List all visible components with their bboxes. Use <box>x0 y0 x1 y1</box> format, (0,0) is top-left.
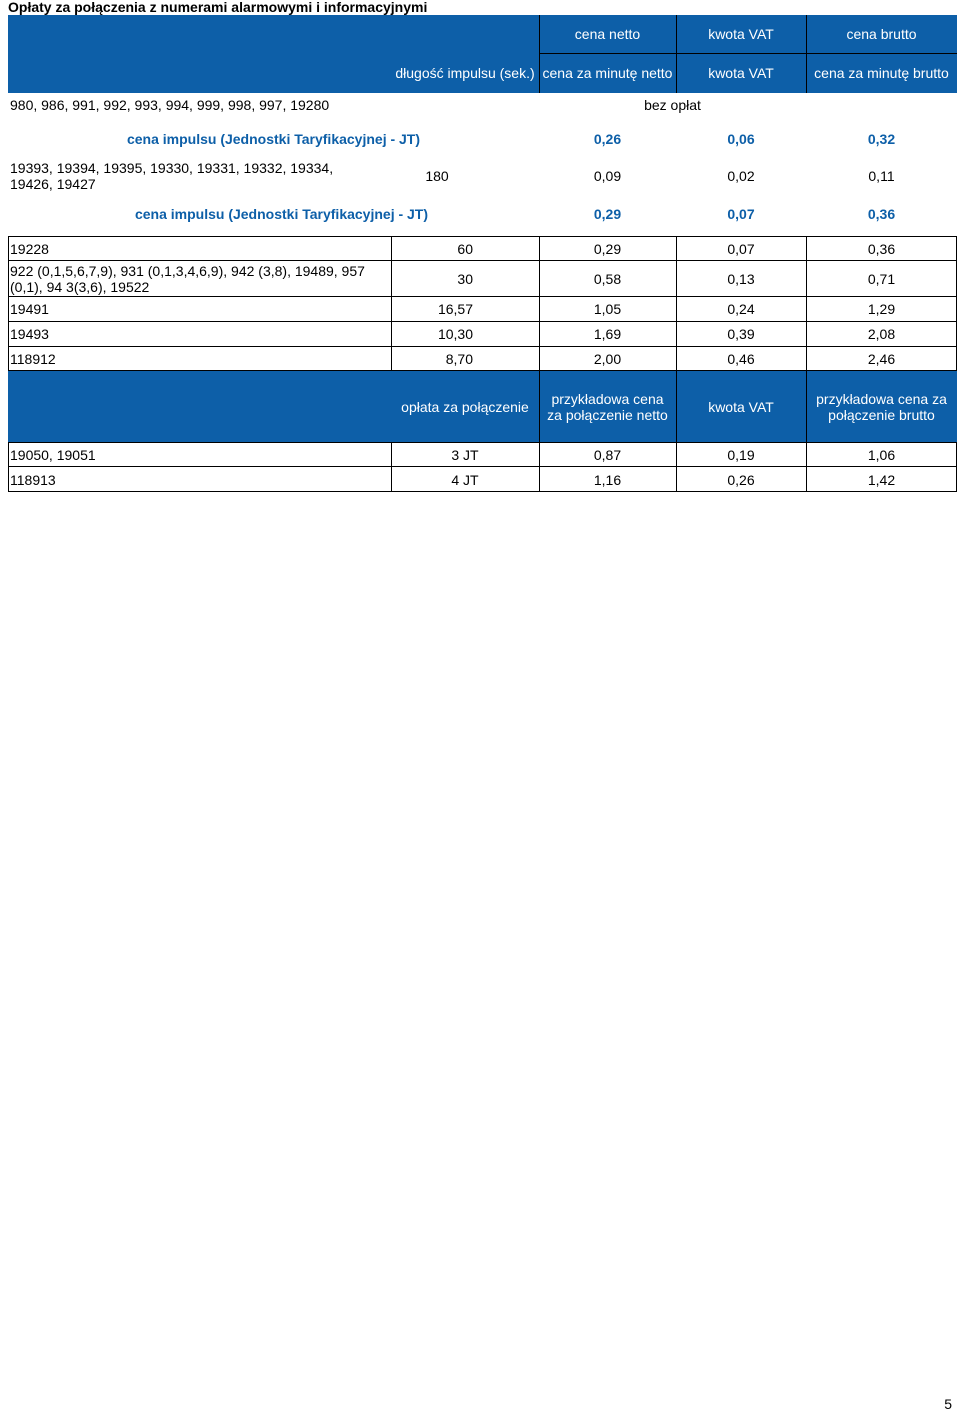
page-title: Opłaty za połączenia z numerami alarmowymi i informacyjnymi <box>8 0 428 15</box>
header-divider <box>539 15 540 93</box>
free-text-cell: bez opłat <box>644 97 701 113</box>
header-blank-area <box>8 15 391 53</box>
page-number: 5 <box>944 1396 952 1412</box>
table-row-netto: 2,00 <box>593 351 622 367</box>
header2-example-netto: przykładowa cena za połączenie netto <box>539 371 676 442</box>
header-col-vat: kwota VAT <box>676 15 806 53</box>
jt-label-1: cena impulsu (Jednostki Taryfikacyjnej - JT) <box>126 131 421 147</box>
table-row-brutto: 2,08 <box>867 326 896 342</box>
subheader-blank-area <box>8 53 391 93</box>
table-row-impulse: 30 <box>457 270 473 287</box>
table-row-vat: 0,07 <box>727 240 755 257</box>
header2-divider <box>539 371 540 442</box>
table-row-impulse: 10,30 <box>437 326 473 342</box>
jt-vat-2: 0,07 <box>727 206 755 222</box>
header-col-brutto: cena brutto <box>806 15 957 53</box>
table-row-brutto: 2,46 <box>867 351 896 367</box>
header-blank-area-2 <box>391 15 539 53</box>
table-row-vat: 0,13 <box>727 270 755 287</box>
jt-netto-1: 0,26 <box>593 131 622 147</box>
header2-vat: kwota VAT <box>676 371 806 442</box>
table2-row-netto: 1,16 <box>593 471 622 488</box>
table-row-netto: 0,58 <box>593 270 622 287</box>
table2-row-vat: 0,26 <box>727 471 755 488</box>
table-row-numbers: 118912 <box>10 351 56 367</box>
row-numbers-19393: 19393, 19394, 19395, 19330, 19331, 19332, 19334, 19426, 19427 <box>10 160 334 192</box>
row-impulse-19393: 180 <box>425 168 449 184</box>
table-row-numbers: 19228 <box>10 240 49 257</box>
header-divider <box>539 53 957 54</box>
row-netto-19393: 0,09 <box>593 168 622 184</box>
table-row-netto: 0,29 <box>593 240 622 257</box>
table-row-brutto: 0,36 <box>867 240 896 257</box>
table2-row-netto: 0,87 <box>593 446 622 463</box>
jt-brutto-1: 0,32 <box>867 131 896 147</box>
table2-row-fee: 4 JT <box>451 471 479 488</box>
table2-row-vat: 0,19 <box>727 446 755 463</box>
table2-row-brutto: 1,06 <box>867 446 896 463</box>
table-row-vat: 0,24 <box>727 301 755 317</box>
table-row-netto: 1,69 <box>593 326 622 342</box>
row-vat-19393: 0,02 <box>727 168 755 184</box>
jt-netto-2: 0,29 <box>593 206 622 222</box>
table-row-numbers: 19491 <box>10 301 49 317</box>
table2-row-numbers: 118913 <box>10 471 56 488</box>
header-divider <box>676 15 677 93</box>
header2-fee: opłata za połączenie <box>391 371 539 442</box>
table-row-vat: 0,46 <box>727 351 755 367</box>
row-brutto-19393: 0,11 <box>868 168 895 184</box>
jt-brutto-2: 0,36 <box>867 206 896 222</box>
header2-divider <box>676 371 677 442</box>
header-col-netto: cena netto <box>539 15 676 53</box>
header-impulse-length: długość impulsu (sek.) <box>391 53 539 93</box>
table-row-impulse: 8,70 <box>445 351 473 367</box>
table-row-brutto: 1,29 <box>867 301 896 317</box>
header-per-minute-netto: cena za minutę netto <box>539 53 676 93</box>
header2-divider <box>806 371 807 442</box>
table-row-impulse: 16,57 <box>437 301 473 317</box>
table-row-numbers: 19493 <box>10 326 49 342</box>
header2-example-brutto: przykładowa cena za połączenie brutto <box>806 371 957 442</box>
table-row-vat: 0,39 <box>727 326 755 342</box>
header-divider <box>806 15 807 93</box>
table2-row-numbers: 19050, 19051 <box>10 446 96 463</box>
table-row-impulse: 60 <box>457 240 473 257</box>
table-row-numbers: 922 (0,1,5,6,7,9), 931 (0,1,3,4,6,9), 942 (3,8), 19489, 957 (0,1), 94 3(3,6), 19522 <box>10 262 365 295</box>
header-per-minute-brutto: cena za minutę brutto <box>806 53 957 93</box>
table2-row-brutto: 1,42 <box>867 471 896 488</box>
free-numbers-cell: 980, 986, 991, 992, 993, 994, 999, 998, 997, 19280 <box>10 97 330 113</box>
header2-blank-area <box>8 371 391 442</box>
table-row-brutto: 0,71 <box>867 270 896 287</box>
table2-row-fee: 3 JT <box>451 446 479 463</box>
jt-label-2: cena impulsu (Jednostki Taryfikacyjnej - JT) <box>134 206 429 222</box>
header-per-minute-vat: kwota VAT <box>676 53 806 93</box>
table-row-netto: 1,05 <box>593 301 622 317</box>
jt-vat-1: 0,06 <box>727 131 755 147</box>
